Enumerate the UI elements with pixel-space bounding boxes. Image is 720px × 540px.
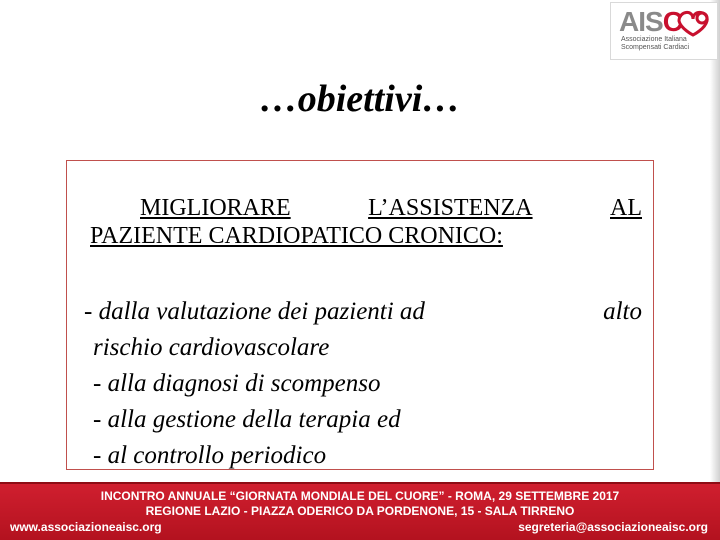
headline-word-assistenza: L’ASSISTENZA (368, 195, 533, 221)
logo-wordmark (619, 6, 682, 38)
headline-line2: PAZIENTE CARDIOPATICO CRONICO: (90, 223, 503, 249)
list-item: - alla diagnosi di scompenso (93, 370, 381, 397)
logo-text-prefix: AIS (619, 6, 663, 37)
logo-tagline-line2: Scompensati Cardiaci (621, 44, 690, 51)
list-item: - alla gestione della terapia ed (93, 406, 401, 433)
footer-event-title: INCONTRO ANNUALE “GIORNATA MONDIALE DEL CUORE” - ROMA, 29 SETTEMBRE 2017 (100, 489, 620, 503)
heart-nine-logo-icon (675, 7, 713, 37)
list-item-text-end: alto (603, 298, 642, 325)
footer-banner (0, 482, 720, 540)
headline (90, 194, 642, 250)
footer-website-link[interactable]: www.associazioneaisc.org (10, 520, 162, 534)
logo-text-c: C (662, 6, 682, 37)
objectives-list (84, 294, 642, 474)
slide-edge-shadow (710, 0, 720, 482)
footer-event-location: REGIONE LAZIO - PIAZZA ODERICO DA PORDENONE, 15 - SALA TIRRENO (145, 504, 575, 518)
logo-tagline (621, 36, 711, 52)
slide-title: …obiettivi… (259, 78, 461, 120)
list-item (84, 294, 642, 330)
footer-email-link[interactable]: segreteria@associazioneaisc.org (518, 520, 708, 534)
list-item-continuation: rischio cardiovascolare (93, 334, 330, 361)
headline-word-al: AL (610, 195, 642, 221)
aisc-logo (610, 2, 718, 60)
logo-tagline-line1: Associazione Italiana (621, 36, 687, 43)
headline-row1 (90, 194, 642, 222)
list-item: - al controllo periodico (93, 442, 327, 469)
list-item-text: - dalla valutazione dei pazienti ad (84, 298, 425, 325)
headline-word-migliorare: MIGLIORARE (140, 195, 291, 221)
headline-row2 (90, 222, 642, 250)
